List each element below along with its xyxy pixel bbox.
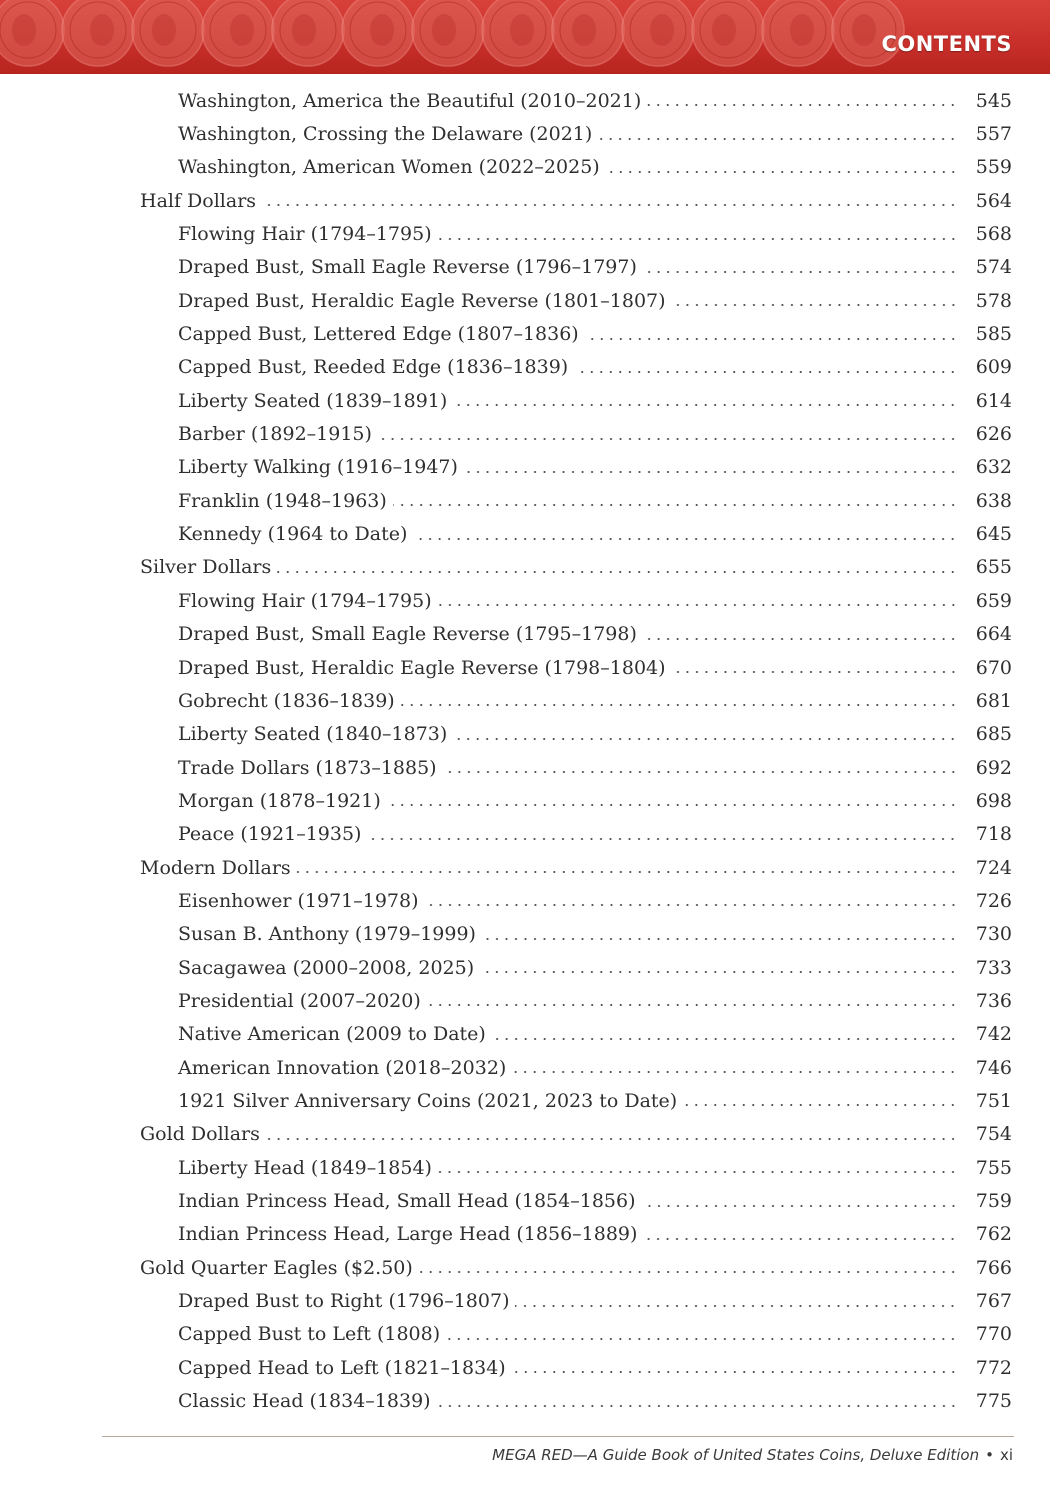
toc-entry-title: Morgan (1878–1921) bbox=[178, 789, 381, 812]
toc-entry-title: Liberty Head (1849–1854) bbox=[178, 1156, 432, 1179]
toc-entry[interactable] bbox=[140, 484, 1012, 517]
dot-leader bbox=[453, 404, 957, 406]
toc-section[interactable] bbox=[140, 551, 1012, 584]
toc-page-number: 754 bbox=[975, 1123, 1012, 1146]
toc-entry-title: Susan B. Anthony (1979–1999) bbox=[178, 923, 476, 946]
toc-entry[interactable] bbox=[140, 117, 1012, 150]
book-title: MEGA RED—A Guide Book of United States Coins, Deluxe Edition bbox=[492, 1446, 980, 1464]
dot-leader bbox=[672, 304, 958, 306]
dot-leader bbox=[262, 204, 958, 206]
toc-page-number: 585 bbox=[975, 323, 1012, 346]
toc-entry[interactable] bbox=[140, 317, 1012, 350]
dot-leader bbox=[425, 904, 958, 906]
toc-page-number: 730 bbox=[975, 923, 1012, 946]
dot-leader bbox=[413, 538, 957, 540]
header-banner bbox=[0, 0, 1050, 74]
dot-leader bbox=[647, 104, 957, 106]
toc-entry[interactable] bbox=[140, 384, 1012, 417]
toc-page-number: 670 bbox=[975, 656, 1012, 679]
toc-entry[interactable] bbox=[140, 1151, 1012, 1184]
toc-page-number: 766 bbox=[975, 1256, 1012, 1279]
dot-leader bbox=[387, 804, 958, 806]
coin-icon bbox=[482, 0, 554, 66]
toc-entry[interactable] bbox=[140, 417, 1012, 450]
dot-leader bbox=[683, 1104, 958, 1106]
coin-icon bbox=[762, 0, 834, 66]
dot-leader bbox=[585, 338, 958, 340]
dot-leader bbox=[492, 1038, 958, 1040]
toc-entry-title: Washington, American Women (2022–2025) bbox=[178, 156, 600, 179]
toc-entry-title: Native American (2009 to Date) bbox=[178, 1023, 486, 1046]
coin-icon bbox=[202, 0, 274, 66]
toc-page-number: 557 bbox=[975, 123, 1012, 146]
toc-entry[interactable] bbox=[140, 284, 1012, 317]
toc-page-number: 645 bbox=[975, 523, 1012, 546]
toc-entry-title: Indian Princess Head, Large Head (1856–1889) bbox=[178, 1223, 638, 1246]
coin-icon bbox=[62, 0, 134, 66]
dot-leader bbox=[438, 604, 958, 606]
toc-entry[interactable] bbox=[140, 1351, 1012, 1384]
table-of-contents bbox=[140, 84, 1012, 1418]
toc-entry-title: Draped Bust to Right (1796–1807) bbox=[178, 1290, 510, 1313]
toc-entry[interactable] bbox=[140, 1084, 1012, 1117]
toc-entry-title: Barber (1892–1915) bbox=[178, 423, 372, 446]
dot-leader bbox=[512, 1371, 958, 1373]
toc-entry[interactable] bbox=[140, 584, 1012, 617]
toc-entry[interactable] bbox=[140, 517, 1012, 550]
toc-entry-title: Peace (1921–1935) bbox=[178, 823, 362, 846]
dot-leader bbox=[438, 238, 958, 240]
dot-leader bbox=[643, 638, 958, 640]
dot-leader bbox=[642, 1205, 958, 1207]
toc-entry[interactable] bbox=[140, 84, 1012, 117]
toc-entry-title: Sacagawea (2000–2008, 2025) bbox=[178, 956, 475, 979]
dot-leader bbox=[453, 738, 957, 740]
toc-entry-title: Gobrecht (1836–1839) bbox=[178, 689, 395, 712]
toc-page-number: 736 bbox=[975, 989, 1012, 1012]
toc-page-number: 609 bbox=[975, 356, 1012, 379]
toc-entry-title: Liberty Seated (1839–1891) bbox=[178, 389, 448, 412]
dot-leader bbox=[427, 1004, 958, 1006]
toc-page-number: 685 bbox=[975, 723, 1012, 746]
toc-page-number: 742 bbox=[975, 1023, 1012, 1046]
toc-entry-title: Eisenhower (1971–1978) bbox=[178, 889, 419, 912]
toc-page-number: 574 bbox=[975, 256, 1012, 279]
coin-icon bbox=[0, 0, 64, 66]
dot-leader bbox=[515, 1305, 957, 1307]
coin-icon bbox=[552, 0, 624, 66]
toc-entry[interactable] bbox=[140, 618, 1012, 651]
toc-entry-title: Draped Bust, Small Eagle Reverse (1796–1797) bbox=[178, 256, 637, 279]
toc-section[interactable] bbox=[140, 184, 1012, 217]
toc-entry[interactable] bbox=[140, 451, 1012, 484]
toc-page-number: 762 bbox=[975, 1223, 1012, 1246]
dot-leader bbox=[574, 371, 958, 373]
dot-leader bbox=[482, 938, 958, 940]
toc-page-number: 724 bbox=[975, 856, 1012, 879]
toc-entry[interactable] bbox=[140, 784, 1012, 817]
toc-entry-title: Draped Bust, Heraldic Eagle Reverse (1801–1807) bbox=[178, 289, 666, 312]
coin-icon bbox=[412, 0, 484, 66]
toc-entry-title: Flowing Hair (1794–1795) bbox=[178, 223, 432, 246]
toc-entry-title: Presidential (2007–2020) bbox=[178, 989, 421, 1012]
page-footer bbox=[492, 1446, 1013, 1464]
toc-entry-title: 1921 Silver Anniversary Coins (2021, 2023 to Date) bbox=[178, 1089, 678, 1112]
toc-entry-title: Classic Head (1834–1839) bbox=[178, 1390, 431, 1413]
dot-leader bbox=[606, 171, 958, 173]
toc-entry[interactable] bbox=[140, 351, 1012, 384]
toc-section[interactable] bbox=[140, 1251, 1012, 1284]
toc-entry[interactable] bbox=[140, 1184, 1012, 1217]
toc-page-number: 718 bbox=[975, 823, 1012, 846]
toc-entry[interactable] bbox=[140, 951, 1012, 984]
toc-entry[interactable] bbox=[140, 1384, 1012, 1417]
toc-page-number: 755 bbox=[975, 1156, 1012, 1179]
section-title: CONTENTS bbox=[881, 32, 1012, 56]
toc-page-number: 698 bbox=[975, 789, 1012, 812]
coin-icon bbox=[692, 0, 764, 66]
dot-leader bbox=[598, 138, 957, 140]
dot-leader bbox=[643, 271, 958, 273]
toc-entry[interactable] bbox=[140, 884, 1012, 917]
toc-entry-title: Washington, America the Beautiful (2010–2021) bbox=[178, 89, 642, 112]
toc-entry[interactable] bbox=[140, 684, 1012, 717]
toc-page-number: 659 bbox=[975, 589, 1012, 612]
toc-entry-title: Capped Bust to Left (1808) bbox=[178, 1323, 441, 1346]
toc-page-number: 726 bbox=[975, 889, 1012, 912]
dot-leader bbox=[443, 771, 958, 773]
dot-leader bbox=[277, 571, 957, 573]
toc-entry-title: Trade Dollars (1873–1885) bbox=[178, 756, 437, 779]
toc-entry[interactable] bbox=[140, 1051, 1012, 1084]
toc-entry[interactable] bbox=[140, 818, 1012, 851]
toc-entry-title: Gold Dollars bbox=[140, 1123, 260, 1146]
toc-entry-title: Flowing Hair (1794–1795) bbox=[178, 589, 432, 612]
toc-entry-title: Gold Quarter Eagles ($2.50) bbox=[140, 1256, 413, 1279]
toc-entry[interactable] bbox=[140, 918, 1012, 951]
toc-page-number: 638 bbox=[975, 489, 1012, 512]
dot-leader bbox=[446, 1338, 958, 1340]
dot-leader bbox=[419, 1271, 958, 1273]
toc-entry-title: Draped Bust, Heraldic Eagle Reverse (1798–1804) bbox=[178, 656, 666, 679]
toc-page-number: 692 bbox=[975, 756, 1012, 779]
toc-entry-title: Liberty Walking (1916–1947) bbox=[178, 456, 458, 479]
dot-leader bbox=[297, 871, 958, 873]
dot-leader bbox=[367, 838, 957, 840]
toc-entry-title: Silver Dollars bbox=[140, 556, 272, 579]
toc-page-number: 655 bbox=[975, 556, 1012, 579]
toc-entry-title: Modern Dollars bbox=[140, 856, 291, 879]
toc-entry-title: Washington, Crossing the Delaware (2021) bbox=[178, 123, 593, 146]
toc-page-number: 568 bbox=[975, 223, 1012, 246]
dot-leader bbox=[401, 704, 958, 706]
toc-entry-title: Capped Bust, Lettered Edge (1807–1836) bbox=[178, 323, 579, 346]
toc-page-number: 626 bbox=[975, 423, 1012, 446]
dot-leader bbox=[378, 438, 958, 440]
dot-leader bbox=[672, 671, 958, 673]
toc-page-number: 767 bbox=[975, 1290, 1012, 1313]
toc-page-number: 772 bbox=[975, 1356, 1012, 1379]
dot-leader bbox=[464, 471, 958, 473]
toc-entry-title: Draped Bust, Small Eagle Reverse (1795–1798) bbox=[178, 623, 637, 646]
toc-page-number: 614 bbox=[975, 389, 1012, 412]
page-number: xi bbox=[999, 1446, 1013, 1464]
coin-icon bbox=[272, 0, 344, 66]
toc-page-number: 632 bbox=[975, 456, 1012, 479]
dot-leader bbox=[643, 1238, 957, 1240]
toc-entry[interactable] bbox=[140, 217, 1012, 250]
toc-entry[interactable] bbox=[140, 1018, 1012, 1051]
toc-entry[interactable] bbox=[140, 1318, 1012, 1351]
coin-icon bbox=[342, 0, 414, 66]
dot-leader bbox=[266, 1138, 958, 1140]
toc-page-number: 733 bbox=[975, 956, 1012, 979]
dot-leader bbox=[393, 504, 958, 506]
toc-page-number: 746 bbox=[975, 1056, 1012, 1079]
toc-entry-title: Liberty Seated (1840–1873) bbox=[178, 723, 448, 746]
toc-entry[interactable] bbox=[140, 251, 1012, 284]
toc-page-number: 751 bbox=[975, 1089, 1012, 1112]
toc-page-number: 545 bbox=[975, 89, 1012, 112]
coin-icon bbox=[132, 0, 204, 66]
toc-page-number: 578 bbox=[975, 289, 1012, 312]
toc-entry[interactable] bbox=[140, 718, 1012, 751]
toc-page-number: 681 bbox=[975, 689, 1012, 712]
toc-entry-title: Indian Princess Head, Small Head (1854–1856) bbox=[178, 1190, 636, 1213]
toc-page-number: 770 bbox=[975, 1323, 1012, 1346]
dot-leader bbox=[437, 1405, 958, 1407]
dot-leader bbox=[438, 1171, 958, 1173]
toc-entry-title: Franklin (1948–1963) bbox=[178, 489, 387, 512]
toc-entry-title: Capped Bust, Reeded Edge (1836–1839) bbox=[178, 356, 569, 379]
toc-entry[interactable] bbox=[140, 1284, 1012, 1317]
coin-icon bbox=[622, 0, 694, 66]
toc-page-number: 759 bbox=[975, 1190, 1012, 1213]
toc-entry[interactable] bbox=[140, 751, 1012, 784]
toc-page-number: 664 bbox=[975, 623, 1012, 646]
toc-entry-title: Capped Head to Left (1821–1834) bbox=[178, 1356, 506, 1379]
toc-entry-title: Kennedy (1964 to Date) bbox=[178, 523, 408, 546]
footer-separator: • bbox=[985, 1446, 994, 1464]
dot-leader bbox=[512, 1071, 957, 1073]
toc-entry[interactable] bbox=[140, 1218, 1012, 1251]
toc-entry-title: Half Dollars bbox=[140, 189, 257, 212]
toc-page-number: 564 bbox=[975, 189, 1012, 212]
toc-section[interactable] bbox=[140, 851, 1012, 884]
toc-entry[interactable] bbox=[140, 651, 1012, 684]
toc-entry[interactable] bbox=[140, 984, 1012, 1017]
toc-entry-title: American Innovation (2018–2032) bbox=[178, 1056, 507, 1079]
toc-entry[interactable] bbox=[140, 151, 1012, 184]
toc-section[interactable] bbox=[140, 1118, 1012, 1151]
toc-page-number: 559 bbox=[975, 156, 1012, 179]
dot-leader bbox=[480, 971, 958, 973]
footer-rule bbox=[102, 1436, 1014, 1437]
toc-page-number: 775 bbox=[975, 1390, 1012, 1413]
